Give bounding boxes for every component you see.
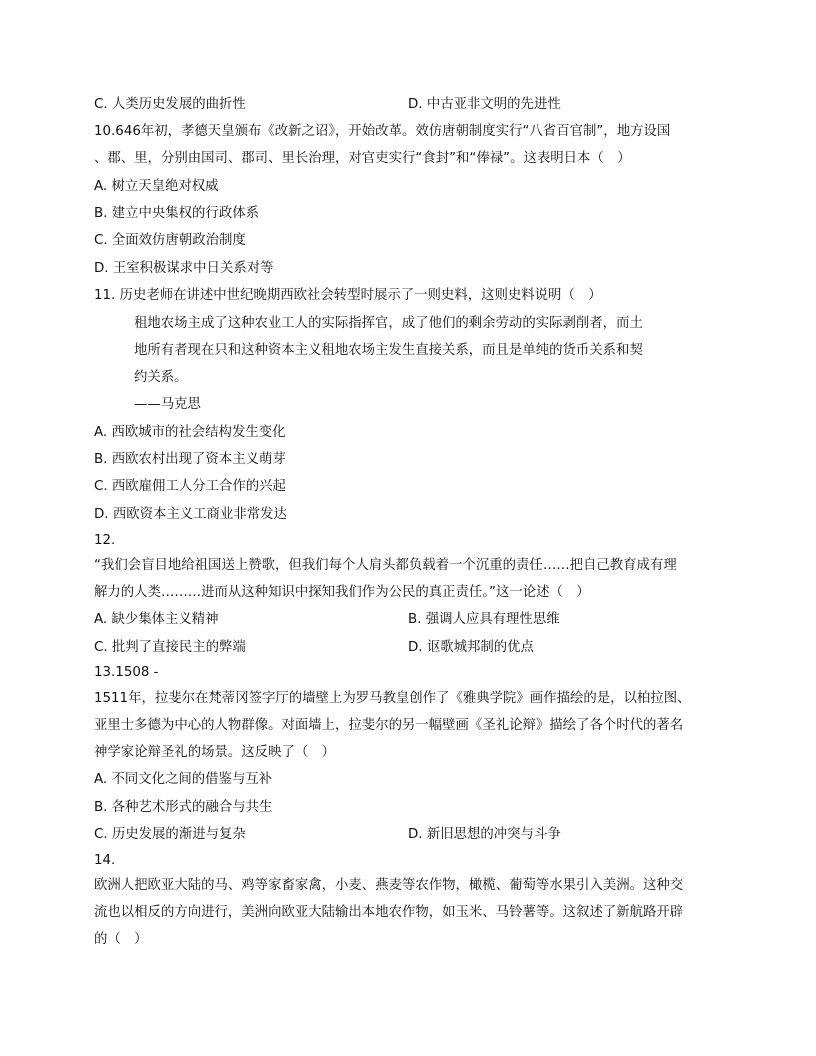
option-13c: C. 历史发展的渐进与复杂 — [94, 827, 246, 842]
option-10b: B. 建立中央集权的行政体系 — [94, 206, 259, 221]
source-quote-line2: 地所有者现在只和这种资本主义租地农场主发生直接关系，而且是单纯的货币关系和契 — [134, 343, 643, 358]
option-12c: C. 批判了直接民主的弊端 — [94, 640, 246, 655]
option-13b: B. 各种艺术形式的融合与共生 — [94, 800, 273, 815]
option-13d: D. 新旧思想的冲突与斗争 — [408, 827, 561, 842]
question-14-line1: 欧洲人把欧亚大陆的马、鸡等家畜家禽，小麦、燕麦等农作物，橄榄、葡萄等水果引入美洲。这种交 — [94, 878, 684, 893]
source-attribution: ——马克思 — [134, 397, 201, 412]
option-11b: B. 西欧农村出现了资本主义萌芽 — [94, 452, 286, 467]
option-10c: C. 全面效仿唐朝政治制度 — [94, 233, 246, 248]
question-14-number: 14. — [94, 853, 116, 868]
option-13a: A. 不同文化之间的借鉴与互补 — [94, 772, 273, 787]
question-13-line1: 1511年，拉斐尔在梵蒂冈签字厅的墙壁上为罗马教皇创作了《雅典学院》画作描绘的是，以柏拉图、 — [94, 691, 691, 706]
option-12b: B. 强调人应具有理性思维 — [408, 612, 560, 627]
option-10a: A. 树立天皇绝对权威 — [94, 179, 219, 194]
option-12a: A. 缺少集体主义精神 — [94, 612, 219, 627]
question-10-line1: 10.646年初，孝德天皇颁布《改新之诏》，开始改革。效仿唐朝制度实行“八省百官制”，地方设国 — [94, 124, 671, 139]
option-9c: C. 人类历史发展的曲折性 — [94, 97, 246, 112]
question-14-line3: 的（ ） — [94, 932, 148, 947]
option-11c: C. 西欧雇佣工人分工合作的兴起 — [94, 479, 286, 494]
option-9d: D. 中古亚非文明的先进性 — [408, 97, 561, 112]
question-13-line2: 亚里士多德为中心的人物群像。对面墙上，拉斐尔的另一幅壁画《圣礼论辩》描绘了各个时代的著名 — [94, 718, 684, 733]
question-13-number: 13.1508 - — [94, 665, 159, 680]
question-12-number: 12. — [94, 533, 116, 548]
option-11a: A. 西欧城市的社会结构发生变化 — [94, 425, 286, 440]
question-12-line2: 解力的人类………进而从这种知识中探知我们作为公民的真正责任。”这一论述（ ） — [94, 585, 590, 600]
source-quote-line1: 租地农场主成了这种农业工人的实际指挥官，成了他们的剩余劳动的实际剥削者，而土 — [134, 316, 643, 331]
question-13-line3: 神学家论辩圣礼的场景。这反映了（ ） — [94, 745, 336, 760]
question-12-line1: “我们会盲目地给祖国送上赞歌，但我们每个人肩头都负载着一个沉重的责任……把自己教育成有理 — [94, 558, 677, 573]
source-quote-line3: 约关系。 — [134, 370, 188, 385]
option-11d: D. 西欧资本主义工商业非常发达 — [94, 507, 287, 522]
question-14-line2: 流也以相反的方向进行，美洲向欧亚大陆输出本地农作物，如玉米、马铃薯等。这叙述了新航路开辟 — [94, 905, 684, 920]
question-10-line2: 、郡、里，分别由国司、郡司、里长治理，对官吏实行“食封”和“俸禄”。这表明日本（ ） — [94, 151, 631, 166]
question-11: 11. 历史老师在讲述中世纪晚期西欧社会转型时展示了一则史料，这则史料说明（ ） — [94, 288, 602, 303]
option-12d: D. 讴歌城邦制的优点 — [408, 640, 534, 655]
option-10d: D. 王室积极谋求中日关系对等 — [94, 261, 274, 276]
